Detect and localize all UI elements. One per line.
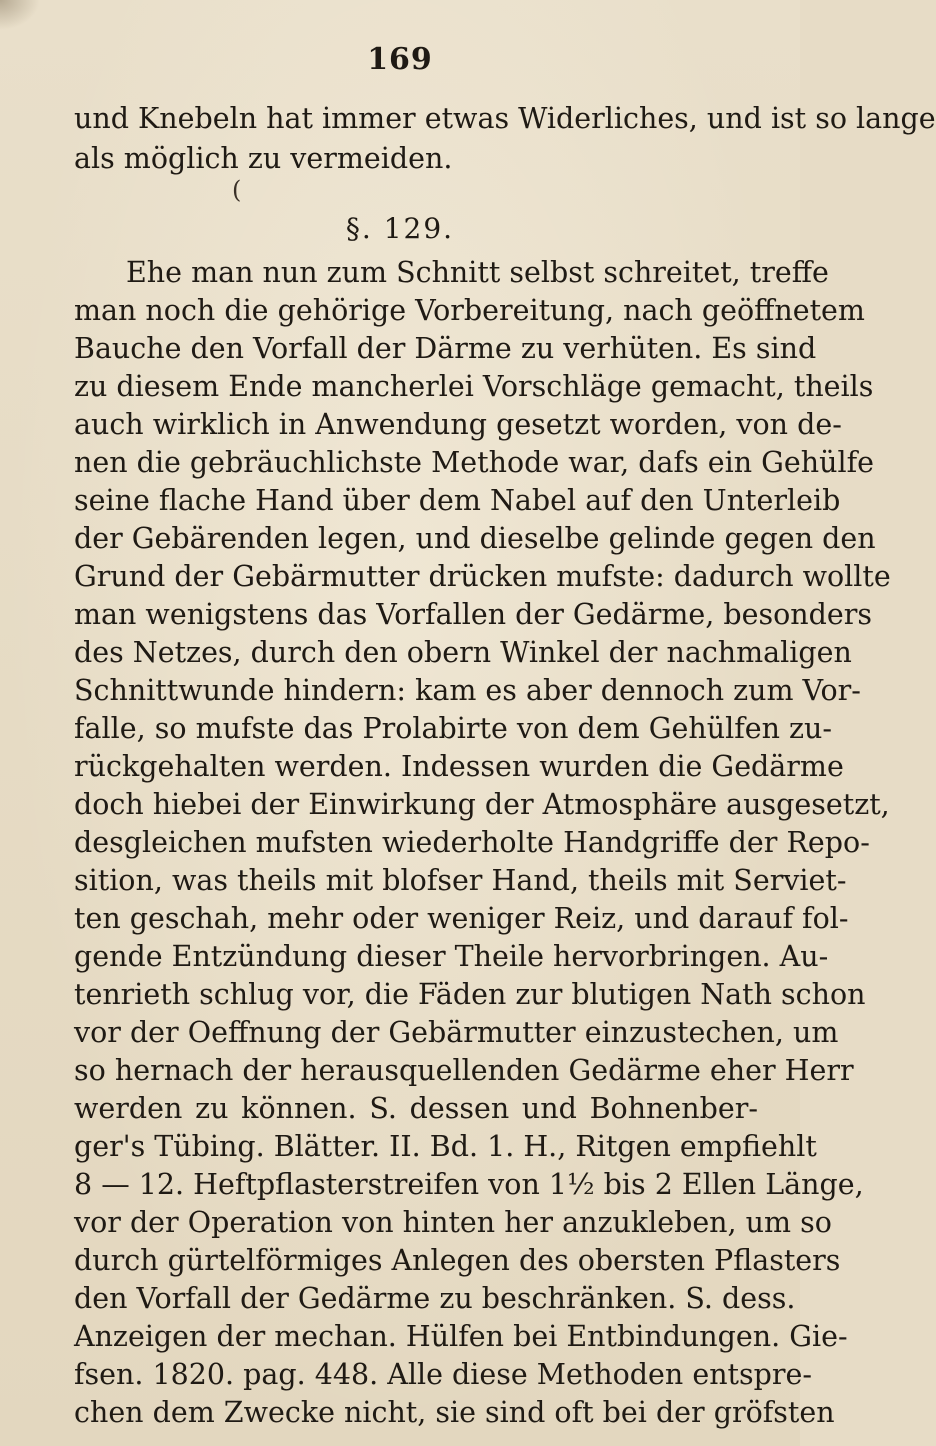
text-line: man noch die gehörige Vorbereitung, nach geöffnetem [74,294,865,327]
stray-mark: ( [232,176,242,204]
text-line: 8 — 12. Heftpflasterstreifen von 1½ bis 2 Ellen Länge, [74,1168,864,1201]
text-line: chen dem Zwecke nicht, sie sind oft bei der gröfsten [74,1396,835,1429]
text-line: ger's Tübing. Blätter. II. Bd. 1. H., Ritgen empfiehlt [74,1130,817,1163]
text-line: fsen. 1820. pag. 448. Alle diese Methoden entspre- [74,1358,812,1391]
text-line: so hernach der herausquellenden Gedärme eher Herr [74,1054,854,1087]
page-number: 169 [367,42,433,77]
text-line: vor der Oeffnung der Gebärmutter einzustechen, um [74,1016,839,1049]
text-line: als möglich zu vermeiden. [74,142,453,175]
section-heading: §. 129. [345,212,455,245]
text-line: man wenigstens das Vorfallen der Gedärme, besonders [74,598,873,631]
text-line: doch hiebei der Einwirkung der Atmosphäre ausgesetzt, [74,788,890,821]
text-line: sition, was theils mit blofser Hand, theils mit Serviet- [74,864,847,897]
text-line: Bauche den Vorfall der Därme zu verhüten. Es sind [74,332,817,365]
text-line: tenrieth schlug vor, die Fäden zur blutigen Nath schon [74,978,866,1011]
text-line: Schnittwunde hindern: kam es aber dennoch zum Vor- [74,674,861,707]
text-line: der Gebärenden legen, und dieselbe gelinde gegen den [74,522,876,555]
text-line: werden zu können. S. dessen und Bohnenber- [74,1092,758,1125]
text-line: Ehe man nun zum Schnitt selbst schreitet, treffe [126,256,829,289]
page-corner-shadow [0,0,40,30]
text-line: falle, so mufste das Prolabirte von dem Gehülfen zu- [74,712,833,745]
text-line: nen die gebräuchlichste Methode war, dafs ein Gehülfe [74,446,875,479]
text-line: seine flache Hand über dem Nabel auf den Unterleib [74,484,841,517]
text-line: den Vorfall der Gedärme zu beschränken. S. dess. [74,1282,796,1315]
text-line: durch gürtelförmiges Anlegen des obersten Pflasters [74,1244,841,1277]
text-line: Anzeigen der mechan. Hülfen bei Entbindungen. Gie- [74,1320,848,1353]
text-line: und Knebeln hat immer etwas Widerliches, und ist so lange [74,102,936,135]
text-line: Grund der Gebärmutter drücken mufste: dadurch wollte [74,560,891,593]
text-line: desgleichen mufsten wiederholte Handgriffe der Repo- [74,826,870,859]
text-line: des Netzes, durch den obern Winkel der nachmaligen [74,636,852,669]
text-line: ten geschah, mehr oder weniger Reiz, und darauf fol- [74,902,849,935]
text-line: vor der Operation von hinten her anzukleben, um so [74,1206,832,1239]
text-line: gende Entzündung dieser Theile hervorbringen. Au- [74,940,829,973]
text-line: rückgehalten werden. Indessen wurden die Gedärme [74,750,844,783]
text-line: auch wirklich in Anwendung gesetzt worden, von de- [74,408,842,441]
text-line: zu diesem Ende mancherlei Vorschläge gemacht, theils [74,370,874,403]
